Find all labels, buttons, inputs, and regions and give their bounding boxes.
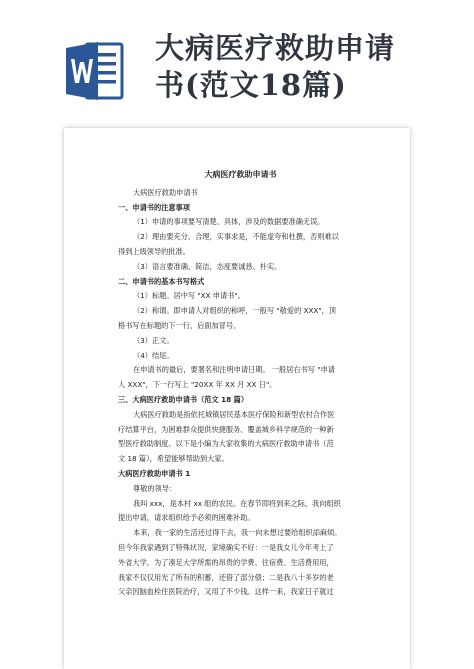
page-title bbox=[155, 30, 470, 104]
text-line: 文 18 篇），希望能够帮助到大家。 bbox=[118, 454, 229, 464]
section-heading: 三、大病医疗救助申请书（范文 18 篇） bbox=[118, 394, 249, 404]
text-line: （2）称谓。即申请人对组织的称呼，一般写 "敬爱的 XXX"，顶 bbox=[133, 306, 337, 316]
text-line: 疗结算平台，为困难群众提供快捷服务、覆盖城乡科学规范的一种新 bbox=[118, 424, 334, 434]
document-lines bbox=[118, 186, 363, 600]
text-line: 父亲因脑血栓住医院治疗，又用了不少钱。这样一来，我家日子就过 bbox=[118, 587, 334, 597]
text-line: （1）标题。居中写 "XX 申请书"。 bbox=[133, 291, 245, 301]
text-line: 提出申请，请求组织给予必须的困难补助。 bbox=[118, 513, 255, 523]
text-line: 大病医疗救助是指依托城镇居民基本医疗保险和新型农村合作医 bbox=[133, 409, 335, 419]
word-document-icon bbox=[64, 38, 126, 104]
section-heading: 大病医疗救助申请书 1 bbox=[118, 468, 191, 478]
text-line: （4）结尾。 bbox=[133, 350, 174, 360]
title-line-2: 书(范文18篇) bbox=[155, 68, 347, 102]
text-line: （3）语言要准确、简洁，态度要诚恳、朴实。 bbox=[133, 261, 282, 271]
title-line-1: 大病医疗救助申请 bbox=[155, 31, 396, 65]
text-line: 本来，我一家的生活还过得下去，我一向未想过要给组织添麻烦。 bbox=[133, 528, 342, 538]
text-line: 外省大学，为了凑足大学所需的昂贵的学费、住宿费、生活费用用， bbox=[118, 557, 334, 567]
text-line: （3）正文。 bbox=[133, 335, 174, 345]
text-line: 大病医疗救助申请书 bbox=[133, 187, 198, 197]
text-line: 在申请书的最后，要署名和注明申请日期。 一般居右书写 "申请 bbox=[133, 365, 335, 375]
text-line: 我叫 xxx，是本村 xx 组的农民。在春节即将到来之际，我向组织 bbox=[133, 498, 341, 508]
header bbox=[0, 0, 474, 118]
text-line: 人 XXX"，下一行写上 "20XX 年 XX 月 XX 日"。 bbox=[118, 380, 277, 390]
text-line: 但今年我家遇到了特殊状况，家境确实不好：一是我女儿今年考上了 bbox=[118, 542, 334, 552]
section-heading: 一、申请书的注意事项 bbox=[118, 202, 190, 212]
document-heading: 大病医疗救助申请书 bbox=[204, 170, 277, 179]
text-line: 格书写在标题的下一行，后面加冒号。 bbox=[118, 320, 241, 330]
text-line: （1）申请的事项要写清楚、具体，涉及的数据要准确无误。 bbox=[133, 217, 325, 227]
document-page bbox=[64, 128, 410, 669]
text-line: （2）理由要充分、合理，实事求是，不能虚夸和杜撰，否则难以 bbox=[133, 232, 339, 242]
text-line: 我家不仅仅用光了所有的积蓄，还借了部分债；二是我八十多岁的老 bbox=[118, 572, 334, 582]
text-line: 尊敬的领导： bbox=[133, 483, 177, 493]
text-line: 得到上级领导的批准。 bbox=[118, 246, 190, 256]
document-body bbox=[118, 168, 363, 600]
section-heading: 二、申请书的基本书写格式 bbox=[118, 276, 205, 286]
text-line: 型医疗救助制度。以下是小编为大家收集的大病医疗救助申请书（范 bbox=[118, 439, 334, 449]
